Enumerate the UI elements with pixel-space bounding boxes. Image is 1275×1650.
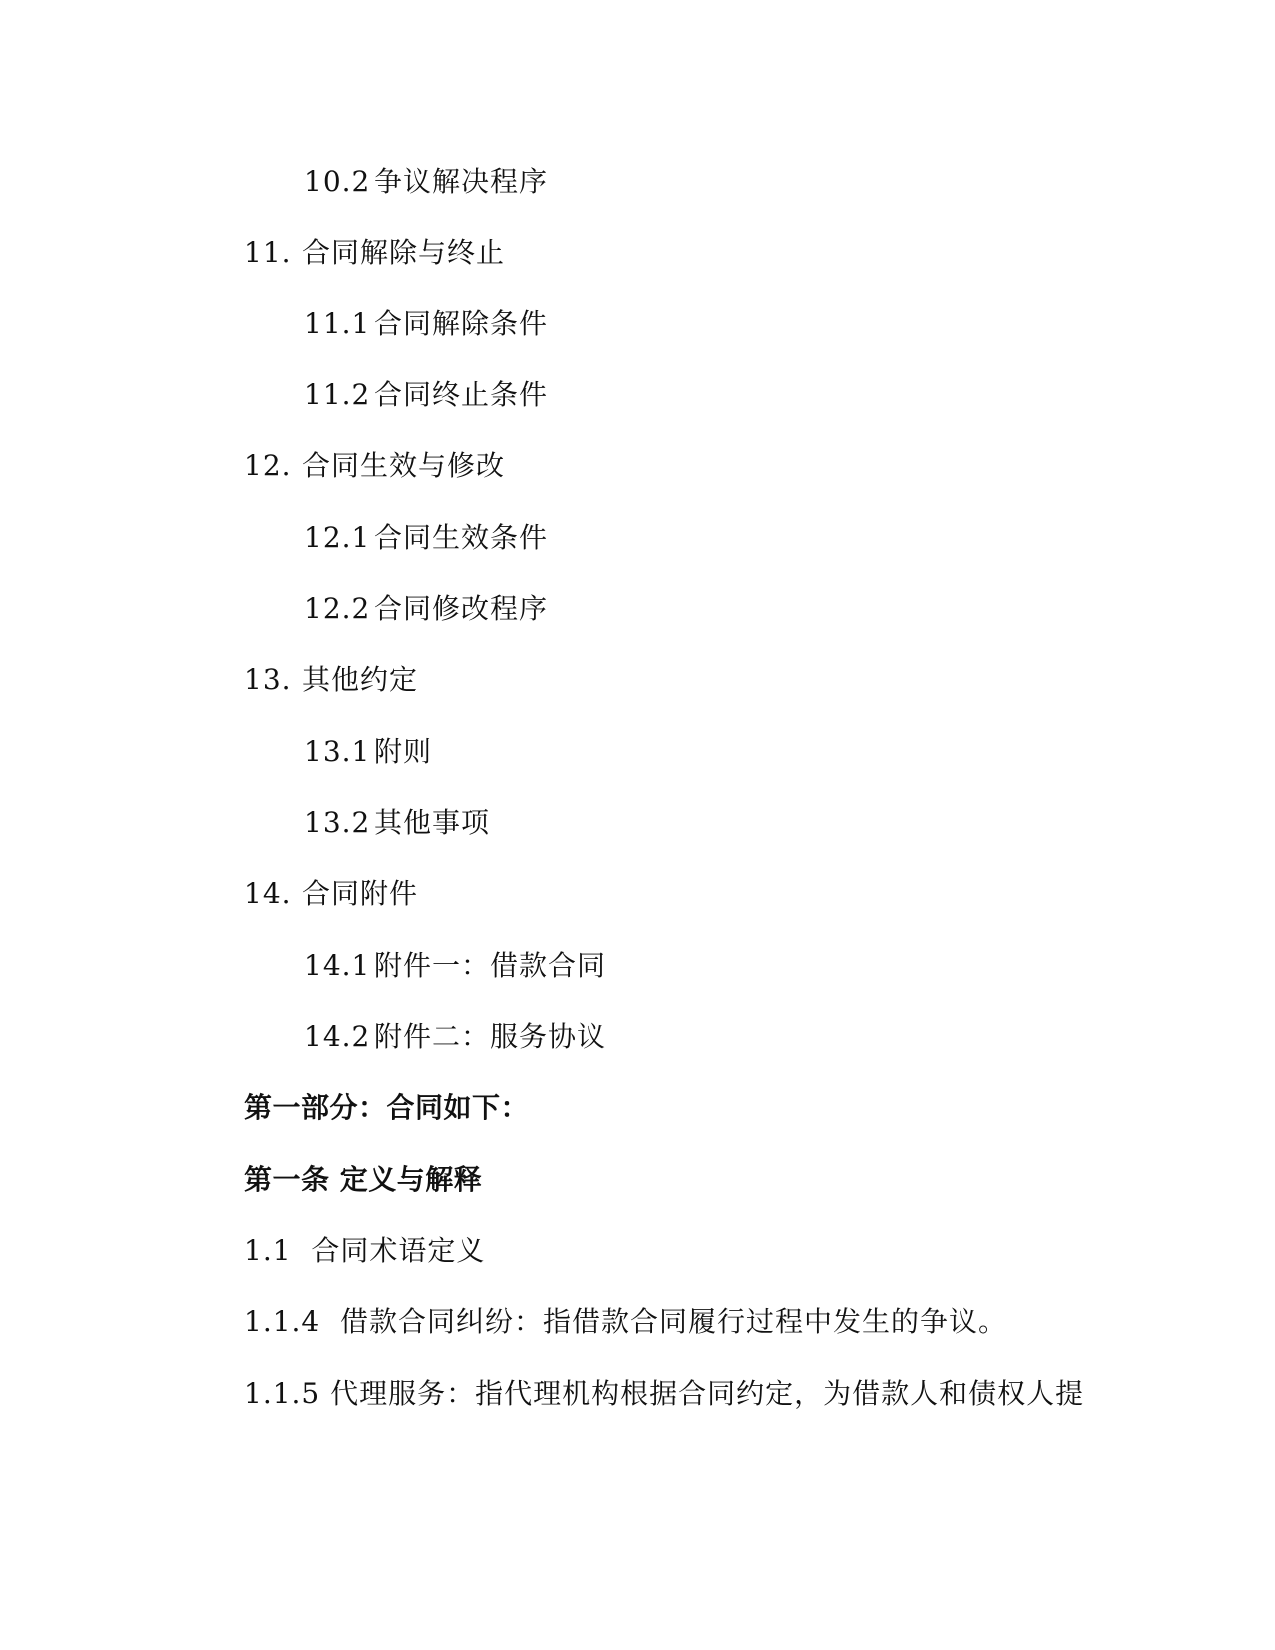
toc-item-12-1 bbox=[304, 520, 548, 556]
toc-item-11-1 bbox=[304, 306, 548, 342]
toc-text: 附件一：借款合同 bbox=[374, 949, 607, 982]
toc-text: 附件二：服务协议 bbox=[374, 1020, 607, 1053]
toc-item-14 bbox=[244, 876, 418, 912]
toc-text: 合同修改程序 bbox=[374, 592, 549, 625]
toc-number: 12.1 bbox=[304, 521, 371, 554]
clause-1-1: 1.1 合同术语定义 bbox=[244, 1234, 486, 1267]
toc-item-12-2 bbox=[304, 591, 548, 627]
toc-number: 14.2 bbox=[304, 1020, 371, 1053]
toc-text: 合同解除与终止 bbox=[302, 236, 506, 269]
toc-item-11-2 bbox=[304, 377, 548, 413]
toc-item-11 bbox=[244, 235, 505, 271]
toc-text: 合同解除条件 bbox=[374, 307, 549, 340]
toc-item-14-2 bbox=[304, 1019, 606, 1055]
toc-number: 13. bbox=[244, 663, 292, 696]
toc-number: 13.1 bbox=[304, 735, 371, 768]
toc-text: 其他约定 bbox=[302, 663, 419, 696]
toc-item-13-1 bbox=[304, 734, 432, 770]
toc-item-12 bbox=[244, 448, 505, 484]
toc-number: 11. bbox=[244, 236, 292, 269]
toc-number: 12. bbox=[244, 449, 292, 482]
toc-item-14-1 bbox=[304, 948, 606, 984]
toc-number: 12.2 bbox=[304, 592, 371, 625]
toc-number: 14.1 bbox=[304, 949, 371, 982]
toc-text: 其他事项 bbox=[374, 806, 491, 839]
toc-item-13 bbox=[244, 662, 418, 698]
toc-text: 合同生效条件 bbox=[374, 521, 549, 554]
clause-1-1-4: 1.1.4 借款合同纠纷：指借款合同履行过程中发生的争议。 bbox=[244, 1305, 1008, 1338]
toc-number: 11.2 bbox=[304, 378, 371, 411]
toc-text: 争议解决程序 bbox=[374, 165, 549, 198]
toc-number: 10.2 bbox=[304, 165, 371, 198]
toc-text: 附则 bbox=[374, 735, 433, 768]
clause-1-1-5: 1.1.5 代理服务：指代理机构根据合同约定，为借款人和债权人提 bbox=[244, 1377, 1085, 1410]
toc-number: 14. bbox=[244, 877, 292, 910]
part-heading: 第一部分：合同如下： bbox=[244, 1091, 530, 1124]
toc-number: 13.2 bbox=[304, 806, 371, 839]
toc-item-10-2 bbox=[304, 164, 548, 200]
toc-number: 11.1 bbox=[304, 307, 371, 340]
article-heading: 第一条 定义与解释 bbox=[244, 1163, 483, 1196]
toc-item-13-2 bbox=[304, 805, 490, 841]
toc-text: 合同生效与修改 bbox=[302, 449, 506, 482]
toc-text: 合同附件 bbox=[302, 877, 419, 910]
toc-text: 合同终止条件 bbox=[374, 378, 549, 411]
